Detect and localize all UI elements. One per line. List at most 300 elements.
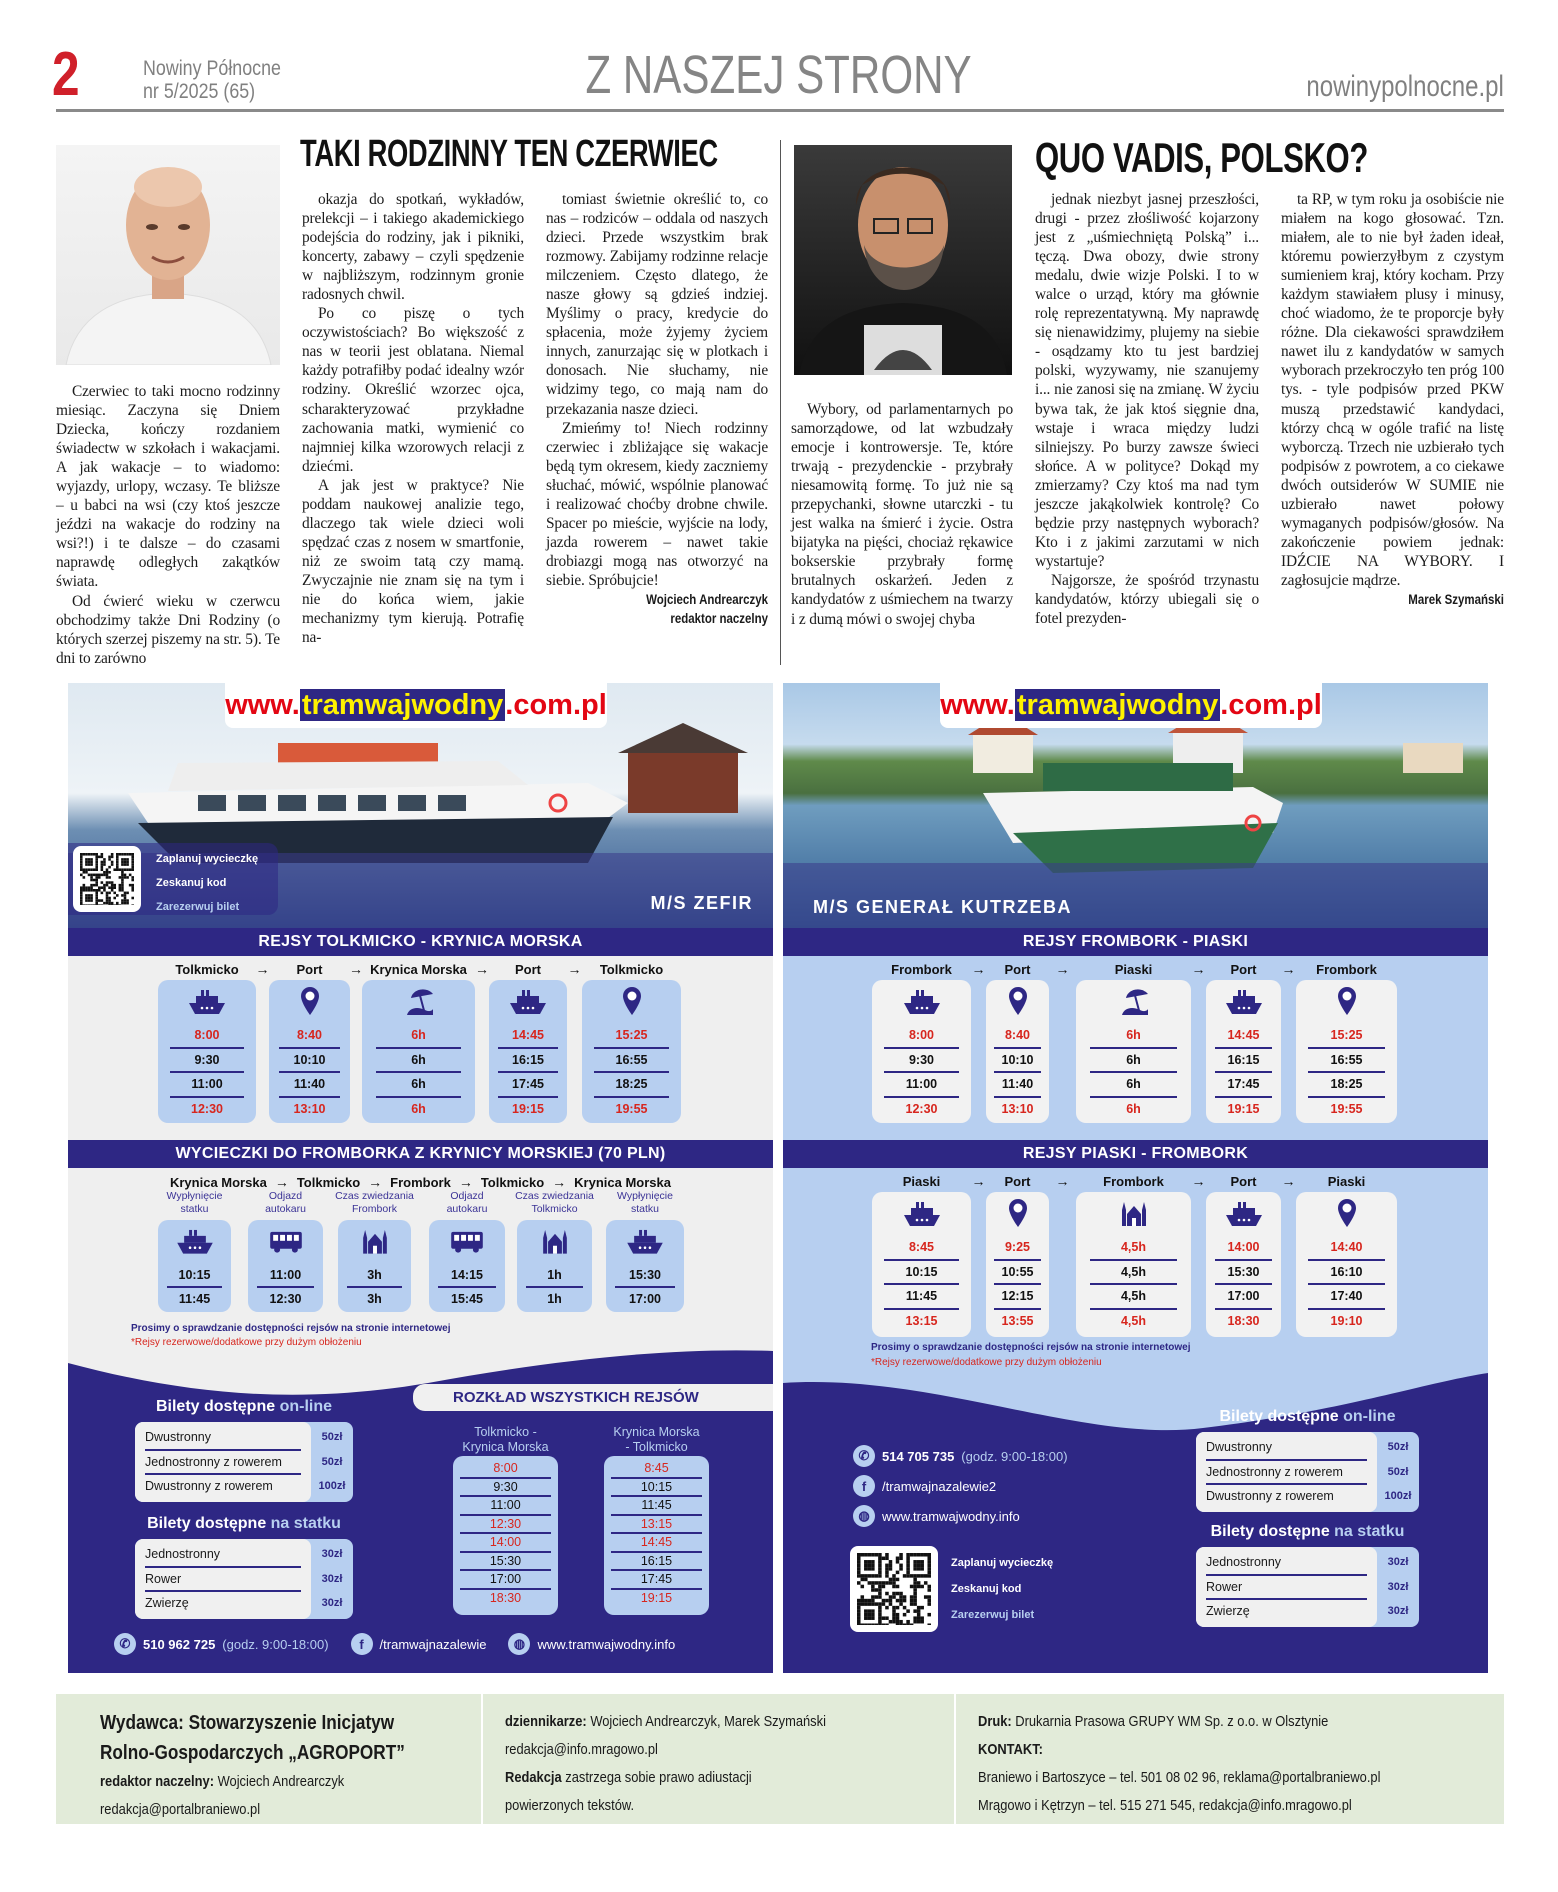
- article2-signature: [1281, 590, 1504, 609]
- qr-line: Zeskanuj kod: [156, 877, 227, 889]
- departure-time: 11:45: [611, 1497, 701, 1516]
- web-link[interactable]: [853, 1505, 1020, 1527]
- ticket-type: Dwustronny: [145, 1426, 301, 1451]
- ticket-type: Jednostronny: [1206, 1551, 1367, 1576]
- author-role: redaktor naczelny: [670, 609, 768, 626]
- ticket-type: Jednostronny z rowerem: [1206, 1461, 1367, 1486]
- departure-time: 8:00: [884, 1024, 959, 1049]
- stop-sublabel: [167, 1190, 223, 1216]
- phone-number: 510 962 725: [143, 1636, 216, 1652]
- price-labels: [135, 1539, 311, 1619]
- arrow-right-icon: →: [1281, 961, 1296, 977]
- heading-highlight: na statku: [1334, 1523, 1405, 1540]
- stop-label: Port: [1230, 962, 1257, 977]
- departure-time: 10:10: [994, 1049, 1042, 1074]
- ticket-type: Dwustronny z rowerem: [145, 1479, 273, 1493]
- qr-line: Zaplanuj wycieczkę: [951, 1557, 1054, 1569]
- stop-label: Piaski: [1114, 962, 1153, 977]
- departure-time: 17:45: [611, 1571, 701, 1590]
- phone-contact[interactable]: [114, 1633, 329, 1655]
- stop-label: Frombork: [1316, 962, 1377, 977]
- departure-time: 15:25: [1308, 1024, 1385, 1049]
- facebook-handle: /tramwajnazalewie2: [882, 1478, 997, 1494]
- phone-icon: ✆: [114, 1633, 136, 1655]
- tickets-on-board: [135, 1515, 353, 1619]
- cathedral-icon: [355, 1226, 395, 1256]
- qr-line: Zaplanuj wycieczkę: [156, 853, 259, 865]
- ticket-type: Jednostronny: [145, 1543, 301, 1568]
- tickets-online: [1196, 1408, 1419, 1512]
- header-line: Krynica Morska: [613, 1425, 700, 1439]
- departure-time: 17:45: [1215, 1073, 1272, 1098]
- header-rule: [56, 109, 1504, 112]
- stop-label: Krynica Morska: [169, 1174, 267, 1190]
- stop-label: Port: [515, 962, 541, 977]
- ticket-price: 30zł: [1387, 1605, 1409, 1617]
- web-link[interactable]: [508, 1633, 675, 1655]
- departure-time: 13:10: [293, 1101, 326, 1116]
- imprint-contact: [956, 1694, 1504, 1824]
- header-line: Tolkmicko -: [474, 1425, 537, 1439]
- sublabel-line: Czas zwiedzania: [335, 1190, 414, 1202]
- reserve-note: *Rejsy rezerwowe/dodatkowe przy dużym obłożeniu: [871, 1357, 1102, 1368]
- ship-icon: [187, 986, 227, 1016]
- qr-code[interactable]: [73, 846, 141, 912]
- tickets-heading: [135, 1515, 353, 1533]
- reserve-note: *Rejsy rezerwowe/dodatkowe przy dużym obłożeniu: [131, 1337, 362, 1348]
- qr-instructions: [156, 853, 258, 925]
- editor-email[interactable]: redakcja@portalbraniewo.pl: [100, 1801, 261, 1818]
- facebook-icon: f: [853, 1475, 875, 1497]
- departure-time: 11:40: [994, 1073, 1042, 1098]
- article2-column-2: [1035, 190, 1259, 628]
- departure-time: 8:40: [279, 1024, 341, 1049]
- ticket-price: 100zł: [1384, 1490, 1412, 1502]
- ship-icon: [175, 1226, 215, 1256]
- departure-time: 6h: [1090, 1049, 1177, 1074]
- location-pin-icon: [998, 986, 1038, 1016]
- paper-name: Nowiny Północne: [143, 57, 281, 80]
- stop-card: [986, 980, 1049, 1123]
- phone-hours: (godz. 9:00-18:00): [222, 1636, 329, 1652]
- stop-card: [1206, 980, 1281, 1123]
- departure-time: 3h: [347, 1264, 402, 1288]
- location-pin-icon: [612, 986, 652, 1016]
- departure-time: 10:10: [279, 1049, 341, 1074]
- contact-label: KONTAKT:: [978, 1741, 1043, 1758]
- facebook-icon: f: [351, 1633, 373, 1655]
- departure-time: 12:30: [905, 1101, 938, 1116]
- tickets-on-board: [1196, 1523, 1419, 1627]
- heading-highlight: na statku: [270, 1515, 341, 1532]
- departure-time: 11:45: [178, 1291, 211, 1306]
- contact-row: [114, 1633, 675, 1655]
- paragraph: ta RP, w tym roku ja osobiście nie miałem na kogo głosować. Tzn. miałem, ale to nie był żaden ideał, któremu powierzyłbym z czystym sumieniem kraj, który kocham. Przy każdym stawiałem plusy i minusy, choć wiadomo, że te proporcje były różne. Dla ciekawości sprawdziłem nawet ilu z kandydatów w samych wyborach przekroczyło ten próg 100 tys. - tyle podpisów przed PKW muszą przedstawić kandydaci, którzy chcą w ogóle trafić na listę wyborczą. Trzech nie uzbierało tych podpisów z powrotem, a co ciekawe dwóch outsiderów W SUMIE nie uzbierało nawet połowy wymaganych podpisów/głosów. Na zakończenie powiem jednak: IDŹCIE NA WYBORY. I zagłosujcie mądrze.: [1281, 191, 1504, 589]
- web-address: www.tramwajwodny.info: [882, 1508, 1020, 1524]
- website-banner[interactable]: [940, 683, 1322, 728]
- article2-column-1: [791, 400, 1013, 629]
- editor-name: Wojciech Andrearczyk: [217, 1773, 345, 1790]
- location-pin-icon: [290, 986, 330, 1016]
- stop-label: Krynica Morska: [574, 1174, 671, 1190]
- article2-column-3: [1281, 190, 1504, 609]
- notice-label: Redakcja: [505, 1769, 562, 1786]
- departure-time: 8:00: [170, 1024, 244, 1049]
- location-pin-icon: [1327, 1198, 1367, 1228]
- ticket-type: Rower: [145, 1568, 301, 1593]
- stop-card: [582, 980, 681, 1123]
- departure-time: 4,5h: [1090, 1285, 1177, 1310]
- departure-time: 12:30: [269, 1291, 302, 1306]
- stop-card: [1206, 1192, 1281, 1337]
- stop-label: Tolkmicko: [599, 962, 664, 977]
- publisher-name: Stowarzyszenie Inicjatyw: [188, 1712, 395, 1734]
- departure-time: 16:15: [1215, 1049, 1272, 1074]
- page-number: 2: [52, 40, 80, 109]
- departure-time: 11:00: [257, 1264, 314, 1288]
- price-labels: [1196, 1432, 1377, 1512]
- stop-label: Port: [1004, 1174, 1031, 1189]
- timetable-title-pill: ROZKŁAD WSZYSTKICH REJSÓW: [413, 1384, 773, 1411]
- url-brand: tramwajwodny: [1016, 689, 1219, 721]
- departure-time: 14:45: [1215, 1024, 1272, 1049]
- paragraph: Zmieńmy to! Niech rodzinny czerwiec i zbliżające się wakacje będą tym okresem, kiedy zaczniemy słuchać, mówić, wspólnie planować i realizować choćby drobne chwile. Spacer po mieście, wyjście na lody, jazda rowerem – nawet takie drobiazgi mogą nas otworzyć na siebie. Spróbujcie!: [546, 419, 768, 589]
- ship-name: M/S ZEFIR: [650, 893, 753, 913]
- contact-line: Mrągowo i Kętrzyn – tel. 515 271 545, redakcja@info.mragowo.pl: [978, 1797, 1352, 1814]
- globe-icon: ◍: [508, 1633, 530, 1655]
- sublabel-line: statku: [180, 1203, 209, 1215]
- departure-time: 16:15: [498, 1049, 557, 1074]
- stop-label: Frombork: [891, 962, 952, 977]
- issue-number: nr 5/2025 (65): [143, 80, 256, 103]
- departure-time: 18:30: [489, 1590, 522, 1605]
- timetable-card: [604, 1456, 709, 1615]
- phone-icon: ✆: [853, 1445, 875, 1467]
- ship-icon: [902, 986, 942, 1016]
- timetable-card: [453, 1456, 558, 1615]
- ship-icon: [1224, 1198, 1264, 1228]
- departure-time: 8:40: [994, 1024, 1042, 1049]
- departure-time: 14:00: [460, 1534, 550, 1553]
- departure-time: 6h: [1126, 1101, 1141, 1116]
- stop-sublabel: [515, 1190, 594, 1216]
- print-house: Drukarnia Prasowa GRUPY WM Sp. z o.o. w Olsztynie: [1015, 1713, 1329, 1730]
- departure-time: 13:15: [611, 1516, 701, 1535]
- website-banner[interactable]: [225, 683, 607, 728]
- publisher-name-cont: Rolno-Gospodarczych „AGROPORT”: [100, 1742, 405, 1764]
- arrow-right-icon: →: [552, 1174, 567, 1190]
- departure-time: 16:55: [1308, 1049, 1385, 1074]
- timetable-column-header: [584, 1425, 729, 1455]
- ticket-type: Jednostronny z rowerem: [145, 1451, 301, 1476]
- stop-label: Frombork: [390, 1174, 451, 1190]
- contact-line: Braniewo i Bartoszyce – tel. 501 08 02 96, reklama@portalbraniewo.pl: [978, 1769, 1381, 1786]
- stop-label: Tolkmicko: [296, 1174, 361, 1190]
- ship-icon: [902, 1198, 942, 1228]
- advertisement-general-kutrzeba: [783, 683, 1488, 1673]
- departure-time: 18:30: [1227, 1313, 1260, 1328]
- paragraph: Po co piszę o tych oczywistościach? Bo większość z nas w teorii jest oblatana. Niemal każdy potrafiłby podać idealny wzór rodziny. Określić wzorzec ojca, scharakteryzować przykładne zachowania matki, wymienić co najmniej kilka wzorowych relacji z dziećmi.: [302, 305, 524, 475]
- departure-time: 12:15: [994, 1285, 1042, 1310]
- facebook-link[interactable]: [351, 1633, 487, 1655]
- cathedral-icon: [535, 1226, 575, 1256]
- ticket-price: 30zł: [321, 1572, 343, 1585]
- paragraph: Wybory, od parlamentarnych po samorządowe, od lat wzbudzały emocje i kontrowersje. Te, które trwają - prezydenckie - przybrały niesamowitą formę. To już nie są przepychanki, słowne utarczki - tu jest walka na śmierć i życie. Ostra bijatyka na pięści, chociaż rękawice bokserskie przybrały formę brutalnych oskarżeń. Jeden z kandydatów z uśmiechem na twarzy i z dumą mówi o swojej chyba: [791, 401, 1013, 628]
- header-line: - Tolkmicko: [625, 1440, 688, 1454]
- departure-time: 12:30: [191, 1101, 223, 1116]
- departure-time: 18:25: [1308, 1073, 1385, 1098]
- stop-card: [872, 980, 971, 1123]
- stop-sublabel: [617, 1190, 673, 1216]
- stop-card: [362, 980, 475, 1123]
- departure-time: 17:45: [498, 1073, 557, 1098]
- tickets-online: [135, 1398, 353, 1502]
- journalists-email[interactable]: redakcja@info.mragowo.pl: [505, 1741, 658, 1758]
- departure-time: 15:25: [594, 1024, 669, 1049]
- departure-time: 17:00: [1215, 1285, 1272, 1310]
- departure-time: 12:30: [460, 1516, 550, 1535]
- departure-time: 13:15: [905, 1313, 938, 1328]
- tickets-heading: [1196, 1408, 1419, 1426]
- departure-time: 11:45: [884, 1285, 959, 1310]
- availability-note: Prosimy o sprawdzanie dostępności rejsów na stronie internetowej: [871, 1342, 1191, 1353]
- stop-label: Frombork: [1103, 1174, 1164, 1189]
- qr-line: Zarezerwuj bilet: [156, 901, 240, 913]
- stop-label: Piaski: [902, 1174, 941, 1189]
- departure-time: 9:25: [994, 1236, 1042, 1261]
- location-pin-icon: [1327, 986, 1367, 1016]
- departure-time: 8:45: [884, 1236, 959, 1261]
- qr-line: Zeskanuj kod: [951, 1583, 1022, 1595]
- stop-card: [489, 980, 567, 1123]
- qr-code[interactable]: [850, 1546, 938, 1632]
- departure-time: 6h: [376, 1024, 462, 1049]
- stop-label: Port: [1230, 1174, 1257, 1189]
- price-labels: [135, 1422, 311, 1502]
- ticket-price: 30zł: [1387, 1580, 1409, 1593]
- journalists-names: Wojciech Andrearczyk, Marek Szymański: [590, 1713, 826, 1730]
- url-suffix: .com.pl: [1220, 689, 1322, 721]
- ship-icon: [625, 1226, 665, 1256]
- imprint-footer: [56, 1694, 1504, 1824]
- stop-card: [1296, 1192, 1397, 1337]
- arrow-right-icon: →: [368, 1174, 383, 1190]
- stop-label: Tolkmicko: [175, 962, 239, 977]
- arrow-right-icon: →: [1191, 961, 1206, 977]
- stop-card: [606, 1220, 684, 1312]
- arrow-right-icon: →: [1055, 1173, 1070, 1189]
- url-suffix: .com.pl: [505, 689, 607, 721]
- departure-time: 1h: [547, 1291, 562, 1306]
- web-address: www.tramwajwodny.info: [537, 1636, 676, 1652]
- departure-time: 14:45: [498, 1024, 557, 1049]
- arrow-right-icon: →: [1281, 1173, 1296, 1189]
- stop-label: Krynica Morska: [370, 962, 467, 977]
- article1-column-2: [302, 190, 524, 647]
- url-prefix: www.: [225, 689, 300, 721]
- ticket-price: 50zł: [321, 1431, 343, 1443]
- departure-time: 15:30: [460, 1553, 550, 1572]
- stop-card: [517, 1220, 592, 1312]
- cathedral-icon: [1114, 1198, 1154, 1228]
- bus-icon: [447, 1226, 487, 1256]
- departure-time: 14:40: [1308, 1236, 1385, 1261]
- departure-time: 9:30: [884, 1049, 959, 1074]
- route-title-bar: REJSY FROMBORK - PIASKI: [783, 928, 1488, 956]
- price-values: [311, 1422, 353, 1502]
- advertisement-zefir: [68, 683, 773, 1673]
- notice-text: zastrzega sobie prawo adiustacji: [565, 1769, 752, 1786]
- stop-card: [269, 980, 350, 1123]
- heading-main: Bilety dostępne: [1210, 1523, 1335, 1540]
- route-title-bar: REJSY PIASKI - FROMBORK: [783, 1140, 1488, 1168]
- notice-text-cont: powierzonych tekstów.: [505, 1797, 635, 1814]
- author-photo-andrearczyk: [56, 145, 280, 365]
- departure-time: 14:00: [1215, 1236, 1272, 1261]
- stop-label: Port: [296, 962, 323, 977]
- sublabel-line: Tolkmicko: [531, 1203, 578, 1215]
- ticket-price: 50zł: [321, 1455, 343, 1468]
- print-label: Druk:: [978, 1713, 1012, 1730]
- website-link[interactable]: nowinypolnocne.pl: [1306, 70, 1504, 103]
- departure-time: 6h: [376, 1049, 462, 1074]
- departure-time: 10:15: [167, 1264, 222, 1288]
- ticket-type: Zwierzę: [145, 1596, 189, 1610]
- departure-time: 6h: [376, 1073, 462, 1098]
- departure-time: 1h: [526, 1264, 583, 1288]
- ticket-type: Dwustronny z rowerem: [1206, 1489, 1334, 1503]
- heading-main: Bilety dostępne: [147, 1515, 271, 1532]
- qr-instructions: [951, 1557, 1053, 1633]
- departure-time: 13:10: [1001, 1101, 1034, 1116]
- section-title-text: Z NASZEJ STRONY: [585, 45, 973, 105]
- arrow-right-icon: →: [567, 961, 582, 977]
- beach-umbrella-icon: [1114, 986, 1154, 1016]
- ticket-price: 30zł: [321, 1548, 343, 1560]
- column-divider: [780, 140, 781, 665]
- price-labels: [1196, 1547, 1377, 1627]
- ticket-price: 100zł: [318, 1480, 346, 1492]
- phone-contact[interactable]: [853, 1445, 1068, 1467]
- author-photo-szymanski: [794, 145, 1012, 375]
- departure-time: 14:45: [611, 1534, 701, 1553]
- imprint-publisher: [56, 1694, 481, 1824]
- ticket-type: Dwustronny: [1206, 1436, 1367, 1461]
- arrow-right-icon: →: [971, 1173, 986, 1189]
- ship-icon: [1224, 986, 1264, 1016]
- departure-time: 13:55: [1001, 1313, 1034, 1328]
- stop-card: [1296, 980, 1397, 1123]
- departure-time: 17:00: [629, 1291, 661, 1306]
- paragraph: tomiast świetnie określić to, co nas – rodziców – oddala od naszych dzieci. Przede wszystkim brak rozmowy. Zabijamy rodzinne relacje milczeniem. Często dlatego, że nasze głowy są gdzieś indziej. Myślimy o pracy, kredycie do spłacenia, może żyjemy życiem innych, zanurzając się w plotkach i donosach. Nie słuchamy, nie widzimy tego, co mają nam do przekazania nasze dzieci.: [546, 191, 768, 418]
- departure-time: 9:30: [460, 1479, 550, 1498]
- stop-sublabel: [335, 1190, 414, 1216]
- tickets-heading: [1196, 1523, 1419, 1541]
- heading-highlight: on-line: [279, 1398, 332, 1415]
- sublabel-line: Wypłynięcie: [166, 1190, 223, 1202]
- facebook-link[interactable]: [853, 1475, 996, 1497]
- departure-time: 16:55: [594, 1049, 669, 1074]
- price-values: [311, 1539, 353, 1619]
- departure-time: 16:15: [611, 1553, 701, 1572]
- stop-label: Port: [1004, 962, 1031, 977]
- arrow-right-icon: →: [1191, 1173, 1206, 1189]
- departure-time: 19:55: [1330, 1101, 1363, 1116]
- stop-card: [872, 1192, 971, 1337]
- article1-signature: [546, 590, 768, 628]
- stop-card: [158, 1220, 231, 1312]
- departure-time: 8:45: [611, 1460, 701, 1479]
- departure-time: 11:00: [460, 1497, 550, 1516]
- beach-umbrella-icon: [399, 986, 439, 1016]
- sublabel-line: Wypłynięcie: [617, 1190, 673, 1202]
- price-list: [135, 1422, 353, 1502]
- heading-highlight: on-line: [1343, 1408, 1396, 1425]
- availability-note: Prosimy o sprawdzanie dostępności rejsów na stronie internetowej: [131, 1323, 451, 1334]
- stop-card: [429, 1220, 505, 1312]
- sublabel-line: autokaru: [265, 1203, 306, 1215]
- stop-sublabel: [265, 1190, 306, 1216]
- header-line: Krynica Morska: [462, 1440, 549, 1454]
- timetable-column-header: [433, 1425, 578, 1455]
- author-name: Wojciech Andrearczyk: [646, 590, 768, 607]
- paragraph: Najgorsze, że spośród trzynastu kandydatów, którzy ubiegali się o fotel prezyden-: [1035, 571, 1259, 628]
- departure-time: 4,5h: [1090, 1236, 1177, 1261]
- departure-time: 15:30: [1215, 1261, 1272, 1286]
- departure-time: 19:10: [1330, 1313, 1363, 1328]
- paragraph: Od ćwierć wieku w czerwcu obchodzimy także Dni Rodziny (o których szerzej piszemy na str. 5). Te dni to zarówno: [56, 592, 280, 667]
- stop-card: [338, 1220, 411, 1312]
- globe-icon: ◍: [853, 1505, 875, 1527]
- departure-time: 17:00: [460, 1571, 550, 1590]
- phone-number: 514 705 735: [882, 1448, 955, 1464]
- paragraph: okazja do spotkań, wykładów, prelekcji – i takiego akademickiego podejścia do rodziny, jak i pikniki, koncerty, zabawy – czyli spędzenie w najbliższym, rodzinnym gronie radosnych chwil.: [302, 191, 524, 304]
- ticket-price: 50zł: [1387, 1441, 1409, 1453]
- stop-sublabel: [447, 1190, 488, 1216]
- stop-card: [1076, 1192, 1191, 1337]
- url-brand: tramwajwodny: [301, 689, 504, 721]
- price-values: [1377, 1432, 1419, 1512]
- qr-code-icon: [80, 853, 134, 905]
- departure-time: 10:55: [994, 1261, 1042, 1286]
- article-headline: QUO VADIS, POLSKO?: [1035, 134, 1368, 181]
- phone-hours: (godz. 9:00-18:00): [961, 1448, 1068, 1464]
- article1-column-3: [546, 190, 768, 628]
- bus-icon: [266, 1226, 306, 1256]
- qr-code-icon: [857, 1553, 931, 1625]
- departure-time: 10:15: [611, 1479, 701, 1498]
- departure-time: 10:15: [884, 1261, 959, 1286]
- departure-time: 4,5h: [1120, 1313, 1146, 1328]
- arrow-right-icon: →: [971, 961, 986, 977]
- departure-time: 11:40: [279, 1073, 341, 1098]
- arrow-right-icon: →: [255, 961, 270, 977]
- departure-time: 3h: [367, 1291, 382, 1306]
- excursion-title-bar: WYCIECZKI DO FROMBORKA Z KRYNICY MORSKIEJ (70 PLN): [68, 1140, 773, 1168]
- departure-time: 6h: [1090, 1024, 1177, 1049]
- tickets-heading: [135, 1398, 353, 1416]
- price-list: [135, 1539, 353, 1619]
- departure-time: 8:00: [460, 1460, 550, 1479]
- ship-icon: [508, 986, 548, 1016]
- departure-time: 11:00: [884, 1073, 959, 1098]
- publisher-label: Wydawca:: [100, 1712, 184, 1734]
- departure-time: 6h: [411, 1101, 426, 1116]
- departure-time: 19:15: [512, 1101, 544, 1116]
- ticket-type: Rower: [1206, 1576, 1367, 1601]
- stop-card: [1076, 980, 1191, 1123]
- stop-card: [986, 1192, 1049, 1337]
